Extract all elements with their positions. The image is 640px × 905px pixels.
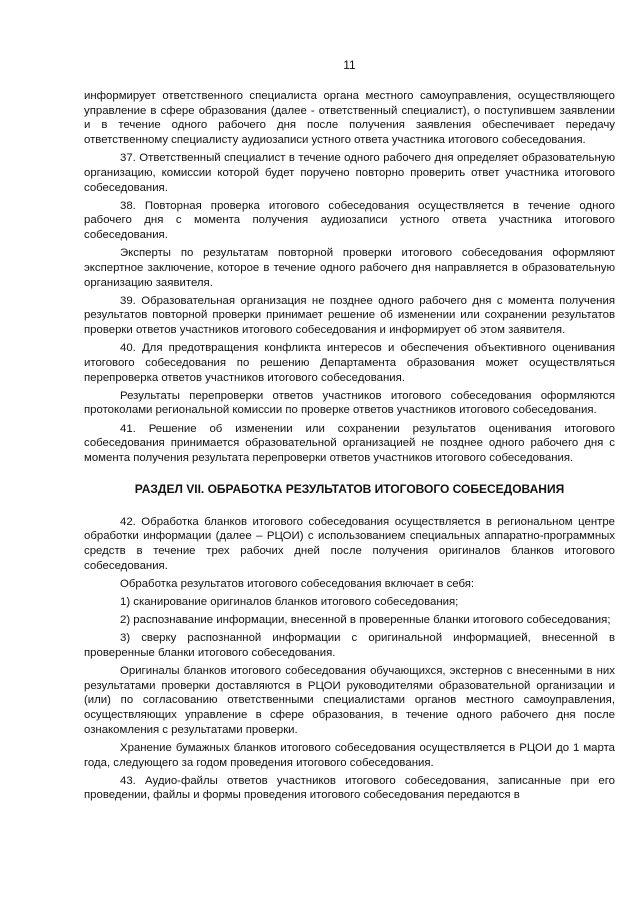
document-body (84, 89, 615, 806)
paragraph-continuation: информирует ответственного специалиста органа местного самоуправления, осуществляющего управление в сфере образования (далее - ответственный специалист), о поступившем заявлении и в течение одного рабочего дня после получения заявления обеспечивает передачу ответственному специалисту аудиозаписи устного ответа участника итогового собеседования. (84, 90, 615, 147)
paragraph-item-40: 40. Для предотвращения конфликта интересов и обеспечения объективного оценивания итогового собеседования по решению Департамента образования может осуществляться перепроверка ответов участников итогового собеседования. (84, 342, 615, 384)
list-item-verification: 3) сверку распознанной информации с оригинальной информацией, внесенной в проверенные бланки итогового собеседования. (84, 632, 615, 659)
paragraph-processing-includes: Обработка результатов итогового собеседования включает в себя: (120, 577, 475, 590)
section-heading: РАЗДЕЛ VII. ОБРАБОТКА РЕЗУЛЬТАТОВ ИТОГОВОГО СОБЕСЕДОВАНИЯ (134, 481, 565, 496)
list-item-recognition: 2) распознавание информации, внесенной в проверенные бланки итогового собеседования; (120, 614, 611, 626)
paragraph-item-39: 39. Образовательная организация не позднее одного рабочего дня с момента получения результатов повторной проверки принимает решение об изменении или сохранении результатов проверки ответов участников итогового собеседования и информирует об этом заявителя. (84, 294, 615, 337)
paragraph-item-37: 37. Ответственный специалист в течение одного рабочего дня определяет образовательную организацию, комиссии которой будет поручено повторно проверить ответ участника итогового собеседования. (84, 152, 615, 194)
paragraph-item-41: 41. Решение об изменении или сохранении результатов оценивания итогового собеседования принимается образовательной организацией не позднее одного рабочего дня с момента получения результата перепроверки ответов участников итогового собеседования. (84, 422, 615, 464)
paragraph-item-38: 38. Повторная проверка итогового собеседования осуществляется в течение одного рабочего дня с момента получения аудиозаписи устного ответа участника итогового собеседования. (84, 199, 615, 242)
paragraph-experts-conclusion: Эксперты по результатам повторной проверки итогового собеседования оформляют экспертное заключение, которое в течение одного рабочего дня направляется в образовательную организацию заявителя. (84, 247, 615, 289)
paragraph-item-43: 43. Аудио-файлы ответов участников итогового собеседования, записанные при его проведении, файлы и формы проведения итогового собеседования передаются в (84, 774, 615, 802)
paragraph-storage: Хранение бумажных бланков итогового собеседования осуществляется в РЦОИ до 1 марта года, следующего за годом проведения итогового собеседования. (84, 741, 615, 769)
paragraph-originals-delivery: Оригиналы бланков итогового собеседования обучающихся, экстернов с внесенными в них результатами проверки доставляются в РЦОИ руководителями образовательной организации и (или) по согласованию ответственными специалистами органов местного самоуправления, осуществляющих управление в сфере образования, в течение одного рабочего дня после ознакомления с результатами проверки. (84, 664, 615, 736)
paragraph-recheck-results: Результаты перепроверки ответов участников итогового собеседования оформляются протоколами региональной комиссии по проверке ответов участников итогового собеседования. (84, 389, 615, 417)
paragraph-item-42: 42. Обработка бланков итогового собеседования осуществляется в региональном центре обработки информации (далее – РЦОИ) с использованием специальных аппаратно-программных средств в течение трех рабочих дней после получения оригиналов бланков итогового собеседования. (84, 515, 615, 572)
list-item-scanning: 1) сканирование оригиналов бланков итогового собеседования; (120, 595, 459, 608)
page-number: 11 (343, 58, 356, 72)
